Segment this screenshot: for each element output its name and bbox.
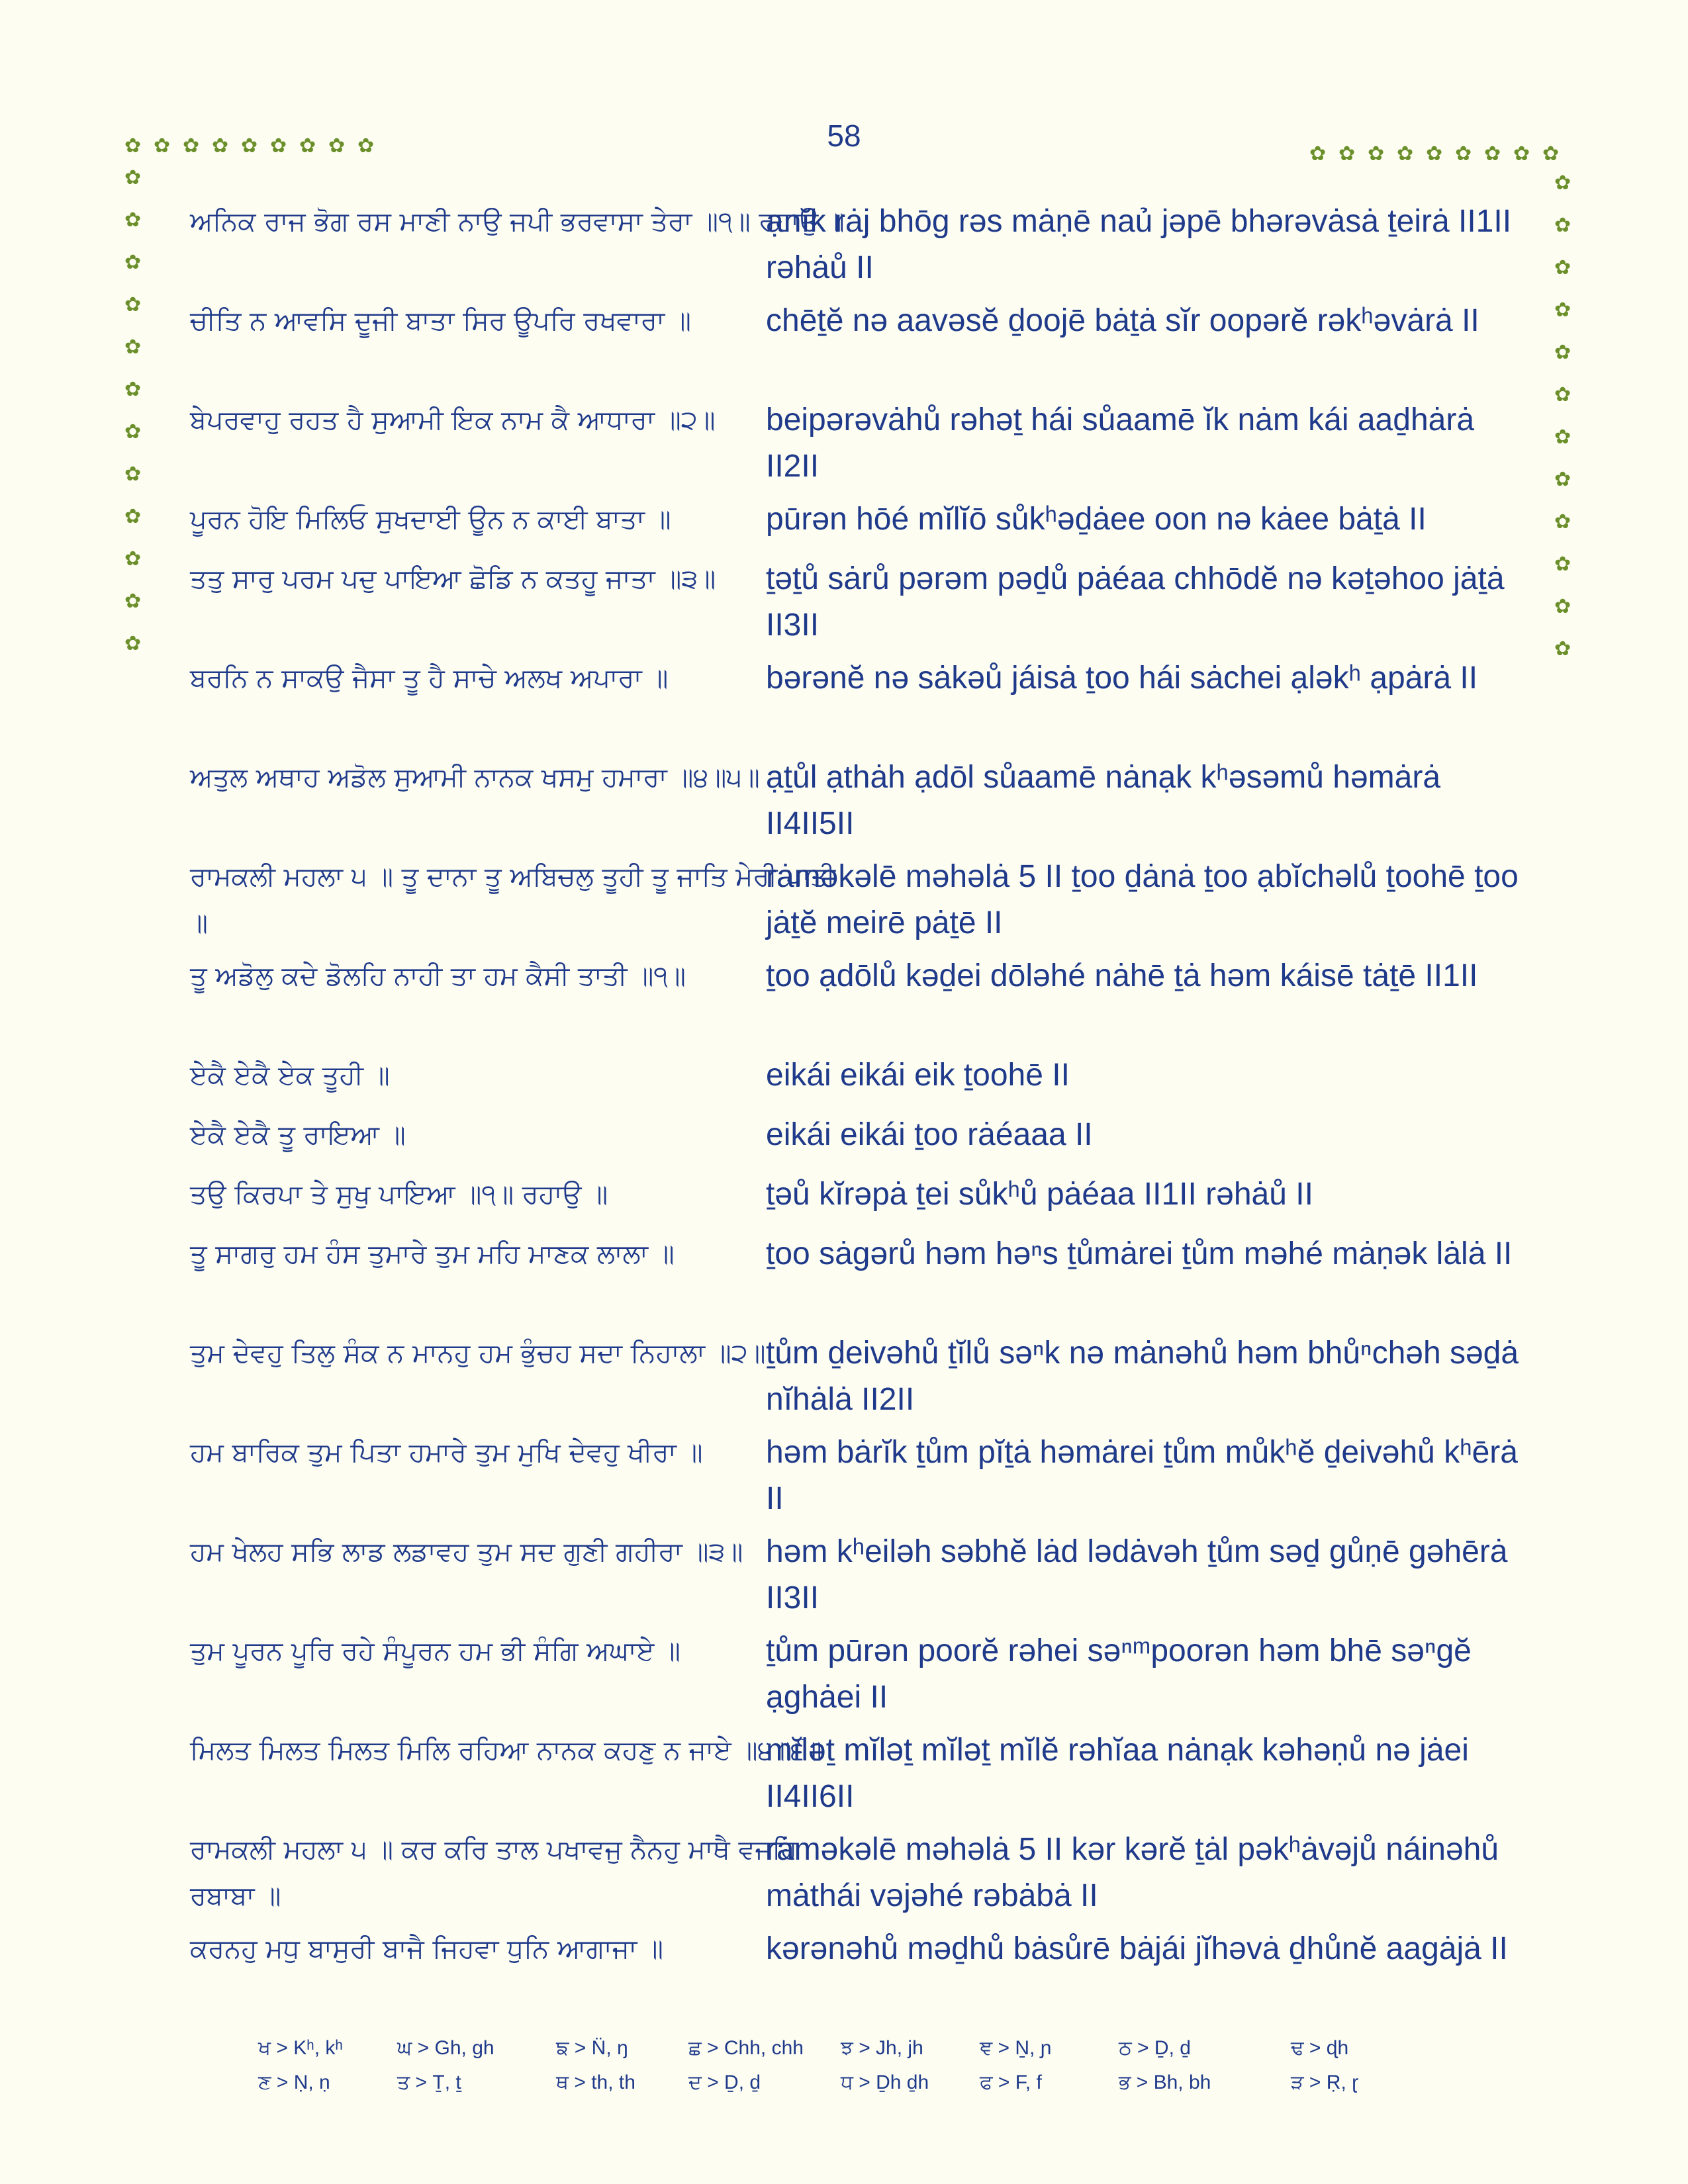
legend-item: ਫ > F, f <box>980 2071 1042 2093</box>
transliteration-text: mĭləṯ mĭləṯ mĭləṯ mĭlĕ rəhĭaa nȧnạk kəhəṇů nə jȧei II4II6II <box>766 1733 1469 1814</box>
flower-ornament-icon: ✿ <box>241 134 258 158</box>
legend-item: ਛ > Chh, chh <box>688 2037 804 2059</box>
flower-ornament-icon: ✿ <box>1554 553 1571 576</box>
flower-ornament-icon: ✿ <box>124 166 142 189</box>
transliteration-text: rȧməkəlē məhəlȧ 5 II kər kərĕ ṯȧl pəkʰȧvəjů náinəhů mȧthái vəjəhé rəbȧbȧ II <box>766 1832 1499 1913</box>
flower-ornament-icon: ✿ <box>124 293 142 316</box>
legend-item: ਝ > Jh, jh <box>841 2037 923 2059</box>
flower-ornament-icon: ✿ <box>328 134 346 158</box>
gurmukhi-text: ਚੀਤਿ ਨ ਆਵਸਿ ਦੂਜੀ ਬਾਤਾ ਸਿਰ ਊਪਰਿ ਰਖਵਾਰਾ ॥ <box>190 306 691 336</box>
flower-ornament-icon: ✿ <box>124 590 142 613</box>
transliteration-text: ṯům ḏeivəhů ṯĭlů səⁿk nə mȧnəhů həm bhůⁿchəh səḏȧ nĭhȧlȧ II2II <box>766 1336 1519 1417</box>
flower-ornament-icon: ✿ <box>1554 637 1571 660</box>
transliteration-text: beipərəvȧhů rəhəṯ hái sůaamē ĭk nȧm kái aaḏhȧrȧ II2II <box>766 402 1475 484</box>
flower-ornament-icon: ✿ <box>1554 595 1571 618</box>
transliteration-legend <box>258 2037 1450 2106</box>
flower-ornament-icon: ✿ <box>1554 468 1571 491</box>
transliteration-text: həm kʰeiləh səbhĕ lȧd lədȧvəh ṯům səḏ gůṇē gəhērȧ II3II <box>766 1534 1508 1615</box>
transliteration-text: kərənəhů məḏhů bȧsůrē bȧjái jĭhəvȧ ḏhůnĕ aagȧjȧ II <box>766 1931 1508 1966</box>
flower-ornament-icon: ✿ <box>1338 142 1356 165</box>
flower-ornament-icon: ✿ <box>124 420 142 443</box>
page-number: 58 <box>827 118 861 153</box>
flower-ornament-icon: ✿ <box>1309 142 1327 165</box>
flower-ornament-icon: ✿ <box>1554 341 1571 364</box>
legend-row <box>258 2071 1450 2106</box>
gurmukhi-text: ਤੂ ਸਾਗਰੁ ਹਮ ਹੰਸ ਤੁਮਾਰੇ ਤੁਮ ਮਹਿ ਮਾਣਕ ਲਾਲਾ ॥ <box>190 1239 675 1269</box>
flower-ornament-icon: ✿ <box>1554 383 1571 406</box>
gurmukhi-text: ਹਮ ਬਾਰਿਕ ਤੁਮ ਪਿਤਾ ਹਮਾਰੇ ਤੁਮ ਮੁਖਿ ਦੇਵਹੁ ਖੀਰਾ ॥ <box>190 1437 703 1468</box>
gurmukhi-text: ਅਨਿਕ ਰਾਜ ਭੋਗ ਰਸ ਮਾਣੀ ਨਾਉ ਜਪੀ ਭਰਵਾਸਾ ਤੇਰਾ ॥੧॥ ਰਹਾਉ ॥ <box>190 206 845 237</box>
legend-item: ਘ > Gh, gh <box>397 2037 494 2059</box>
transliteration-text: ṯəů kĭrəpȧ ṯei sůkʰů pȧéaa II1II rəhȧů II <box>766 1177 1313 1212</box>
flower-ornament-icon: ✿ <box>212 134 229 158</box>
legend-item: ਠ > Ḏ, ḏ <box>1119 2037 1191 2059</box>
flower-ornament-icon: ✿ <box>124 251 142 274</box>
gurmukhi-text: ਏਕੈ ਏਕੈ ਏਕ ਤੂਹੀ ॥ <box>190 1060 390 1091</box>
flower-ornament-icon: ✿ <box>1513 142 1530 165</box>
legend-item: ਤ > Ṯ, ṯ <box>397 2071 461 2093</box>
flower-ornament-icon: ✿ <box>1554 214 1571 237</box>
legend-item: ਥ > th, th <box>556 2071 635 2093</box>
gurmukhi-text: ਤਉ ਕਿਰਪਾ ਤੇ ਸੁਖੁ ਪਾਇਆ ॥੧॥ ਰਹਾਉ ॥ <box>190 1179 608 1210</box>
flower-ornament-icon: ✿ <box>1484 142 1501 165</box>
transliteration-text: pūrən hōé mĭlĭō sůkʰəḏȧee oon nə kȧee bȧṯȧ II <box>766 502 1427 537</box>
flower-ornament-icon: ✿ <box>124 134 142 158</box>
transliteration-text: chēṯĕ nə aavəsĕ ḏoojē bȧṯȧ sĭr oopərĕ rəkʰəvȧrȧ II <box>766 303 1479 338</box>
flower-ornament-icon: ✿ <box>270 134 287 158</box>
gurmukhi-text: ਤੁਮ ਦੇਵਹੁ ਤਿਲੁ ਸੰਕ ਨ ਮਾਨਹੁ ਹਮ ਭੁੰਚਹ ਸਦਾ ਨਿਹਾਲਾ ॥੨॥ <box>190 1338 766 1369</box>
gurmukhi-text: ਤੂ ਅਡੋਲੁ ਕਦੇ ਡੋਲਹਿ ਨਾਹੀ ਤਾ ਹਮ ਕੈਸੀ ਤਾਤੀ ॥੧॥ <box>190 961 686 991</box>
flower-ornament-icon: ✿ <box>1554 171 1571 195</box>
flower-ornament-icon: ✿ <box>1368 142 1385 165</box>
flower-ornament-icon: ✿ <box>154 134 171 158</box>
flower-ornament-icon: ✿ <box>124 208 142 232</box>
transliteration-text: ṯoo ạdōlů kəḏei dōləhé nȧhē ṯȧ həm káisē tȧṯē II1II <box>766 958 1478 993</box>
legend-item: ਣ > Ṇ, ṇ <box>258 2071 330 2093</box>
legend-item: ਭ > Bh, bh <box>1119 2071 1211 2093</box>
transliteration-text: ṯoo sȧgərů həm həⁿs ṯůmȧrei ṯům məhé mȧṇək lȧlȧ II <box>766 1236 1513 1271</box>
flower-ornament-icon: ✿ <box>299 134 316 158</box>
gurmukhi-text: ਪੂਰਨ ਹੋਇ ਮਿਲਿਓ ਸੁਖਦਾਈ ਊਨ ਨ ਕਾਈ ਬਾਤਾ ॥ <box>190 504 671 535</box>
legend-row <box>258 2037 1450 2071</box>
legend-item: ਖ > Kʰ, kʰ <box>258 2037 343 2059</box>
flower-ornament-icon: ✿ <box>1397 142 1414 165</box>
flower-ornament-icon: ✿ <box>1542 142 1560 165</box>
flower-ornament-icon: ✿ <box>1554 510 1571 533</box>
transliteration-text: ṯəṯů sȧrů pərəm pəḏů pȧéaa chhōdĕ nə kəṯəhoo jȧṯȧ II3II <box>766 561 1505 643</box>
transliteration-text: ạṯůl ạthȧh ạdōl sůaamē nȧnạk kʰəsəmů həmȧrȧ II4II5II <box>766 760 1441 841</box>
gurmukhi-text: ਰਾਮਕਲੀ ਮਹਲਾ ੫ ॥ ਤੂ ਦਾਨਾ ਤੂ ਅਬਿਚਲੁ ਤੂਹੀ ਤੂ ਜਾਤਿ ਮੇਰੀ ਪਾਤੀ ॥ <box>190 862 836 938</box>
legend-item: ਦ > Ḏ, ḏ <box>688 2071 761 2093</box>
flower-ornament-icon: ✿ <box>124 463 142 486</box>
flower-ornament-icon: ✿ <box>1455 142 1472 165</box>
transliteration-text: həm bȧrĭk ṯům pĭṯȧ həmȧrei ṯům můkʰĕ ḏeivəhů kʰērȧ II <box>766 1435 1518 1516</box>
flower-ornament-icon: ✿ <box>124 378 142 401</box>
gurmukhi-text: ਕਰਨਹੁ ਮਧੁ ਬਾਸੁਰੀ ਬਾਜੈ ਜਿਹਵਾ ਧੁਨਿ ਆਗਾਜਾ ॥ <box>190 1934 664 1964</box>
flower-ornament-icon: ✿ <box>124 505 142 528</box>
transliteration-text: ạnĭk rȧj bhōg rəs mȧṇē naủ jəpē bhərəvȧsȧ ṯeirȧ II1II rəhȧů II <box>766 204 1512 285</box>
legend-item: ਙ > N̈, ŋ <box>556 2037 628 2059</box>
gurmukhi-text: ਹਮ ਖੇਲਹ ਸਭਿ ਲਾਡ ਲਡਾਵਹ ਤੁਮ ਸਦ ਗੁਣੀ ਗਹੀਰਾ ॥੩॥ <box>190 1537 743 1567</box>
flower-ornament-icon: ✿ <box>124 632 142 655</box>
flower-ornament-icon: ✿ <box>1554 256 1571 279</box>
transliteration-text: eikái eikái ṯoo rȧéaaa II <box>766 1117 1093 1152</box>
flower-ornament-icon: ✿ <box>183 134 200 158</box>
transliteration-text: ṯům pūrən poorĕ rəhei səⁿᵐpoorən həm bhē səⁿgĕ ạghȧei II <box>766 1633 1472 1715</box>
legend-item: ੜ > Ṛ, ɽ <box>1291 2071 1359 2093</box>
legend-item: ਢ > ɖh <box>1291 2037 1349 2059</box>
flower-ornament-icon: ✿ <box>1554 298 1571 322</box>
gurmukhi-text: ਤਤੁ ਸਾਰੁ ਪਰਮ ਪਦੁ ਪਾਇਆ ਛੋਡਿ ਨ ਕਤਹੂ ਜਾਤਾ ॥੩॥ <box>190 564 716 594</box>
legend-item: ਞ > Ṉ, ɲ <box>980 2037 1052 2059</box>
transliteration-text: rȧməkəlē məhəlȧ 5 II ṯoo ḏȧnȧ ṯoo ạbĭchəlů ṯoohē ṯoo jȧṯĕ meirē pȧṯē II <box>766 859 1519 940</box>
flower-ornament-icon: ✿ <box>1554 426 1571 449</box>
gurmukhi-text: ਤੁਮ ਪੂਰਨ ਪੂਰਿ ਰਹੇ ਸੰਪੂਰਨ ਹਮ ਭੀ ਸੰਗਿ ਅਘਾਏ ॥ <box>190 1636 680 1666</box>
gurmukhi-text: ਅਤੁਲ ਅਥਾਹ ਅਡੋਲ ਸੁਆਮੀ ਨਾਨਕ ਖਸਮੁ ਹਮਾਰਾ ॥੪॥੫॥ <box>190 762 760 793</box>
flower-ornament-icon: ✿ <box>1426 142 1443 165</box>
flower-ornament-icon: ✿ <box>124 336 142 359</box>
transliteration-text: eikái eikái eik ṯoohē II <box>766 1058 1070 1093</box>
flower-ornament-icon: ✿ <box>124 547 142 570</box>
gurmukhi-text: ਬਰਨਿ ਨ ਸਾਕਉ ਜੈਸਾ ਤੂ ਹੈ ਸਾਚੇ ਅਲਖ ਅਪਾਰਾ ॥ <box>190 663 669 694</box>
legend-item: ਧ > Ḏh ḏh <box>841 2071 929 2093</box>
gurmukhi-text: ਬੇਪਰਵਾਹੁ ਰਹਤ ਹੈ ਸੁਆਮੀ ਇਕ ਨਾਮ ਕੈ ਆਧਾਰਾ ॥੨॥ <box>190 405 716 435</box>
gurmukhi-text: ਏਕੈ ਏਕੈ ਤੂ ਰਾਇਆ ॥ <box>190 1120 406 1150</box>
gurmukhi-text: ਰਾਮਕਲੀ ਮਹਲਾ ੫ ॥ ਕਰ ਕਰਿ ਤਾਲ ਪਖਾਵਜੁ ਨੈਨਹੁ ਮਾਥੈ ਵਜਹਿ ਰਬਾਬਾ ॥ <box>190 1835 798 1911</box>
flower-ornament-icon: ✿ <box>357 134 375 158</box>
transliteration-text: bərənĕ nə sȧkəů jáisȧ ṯoo hái sȧchei ạləkʰ ạpȧrȧ II <box>766 660 1478 696</box>
gurmukhi-text: ਮਿਲਤ ਮਿਲਤ ਮਿਲਤ ਮਿਲਿ ਰਹਿਆ ਨਾਨਕ ਕਹਣੁ ਨ ਜਾਏ ॥੪॥੬॥ <box>190 1735 822 1766</box>
